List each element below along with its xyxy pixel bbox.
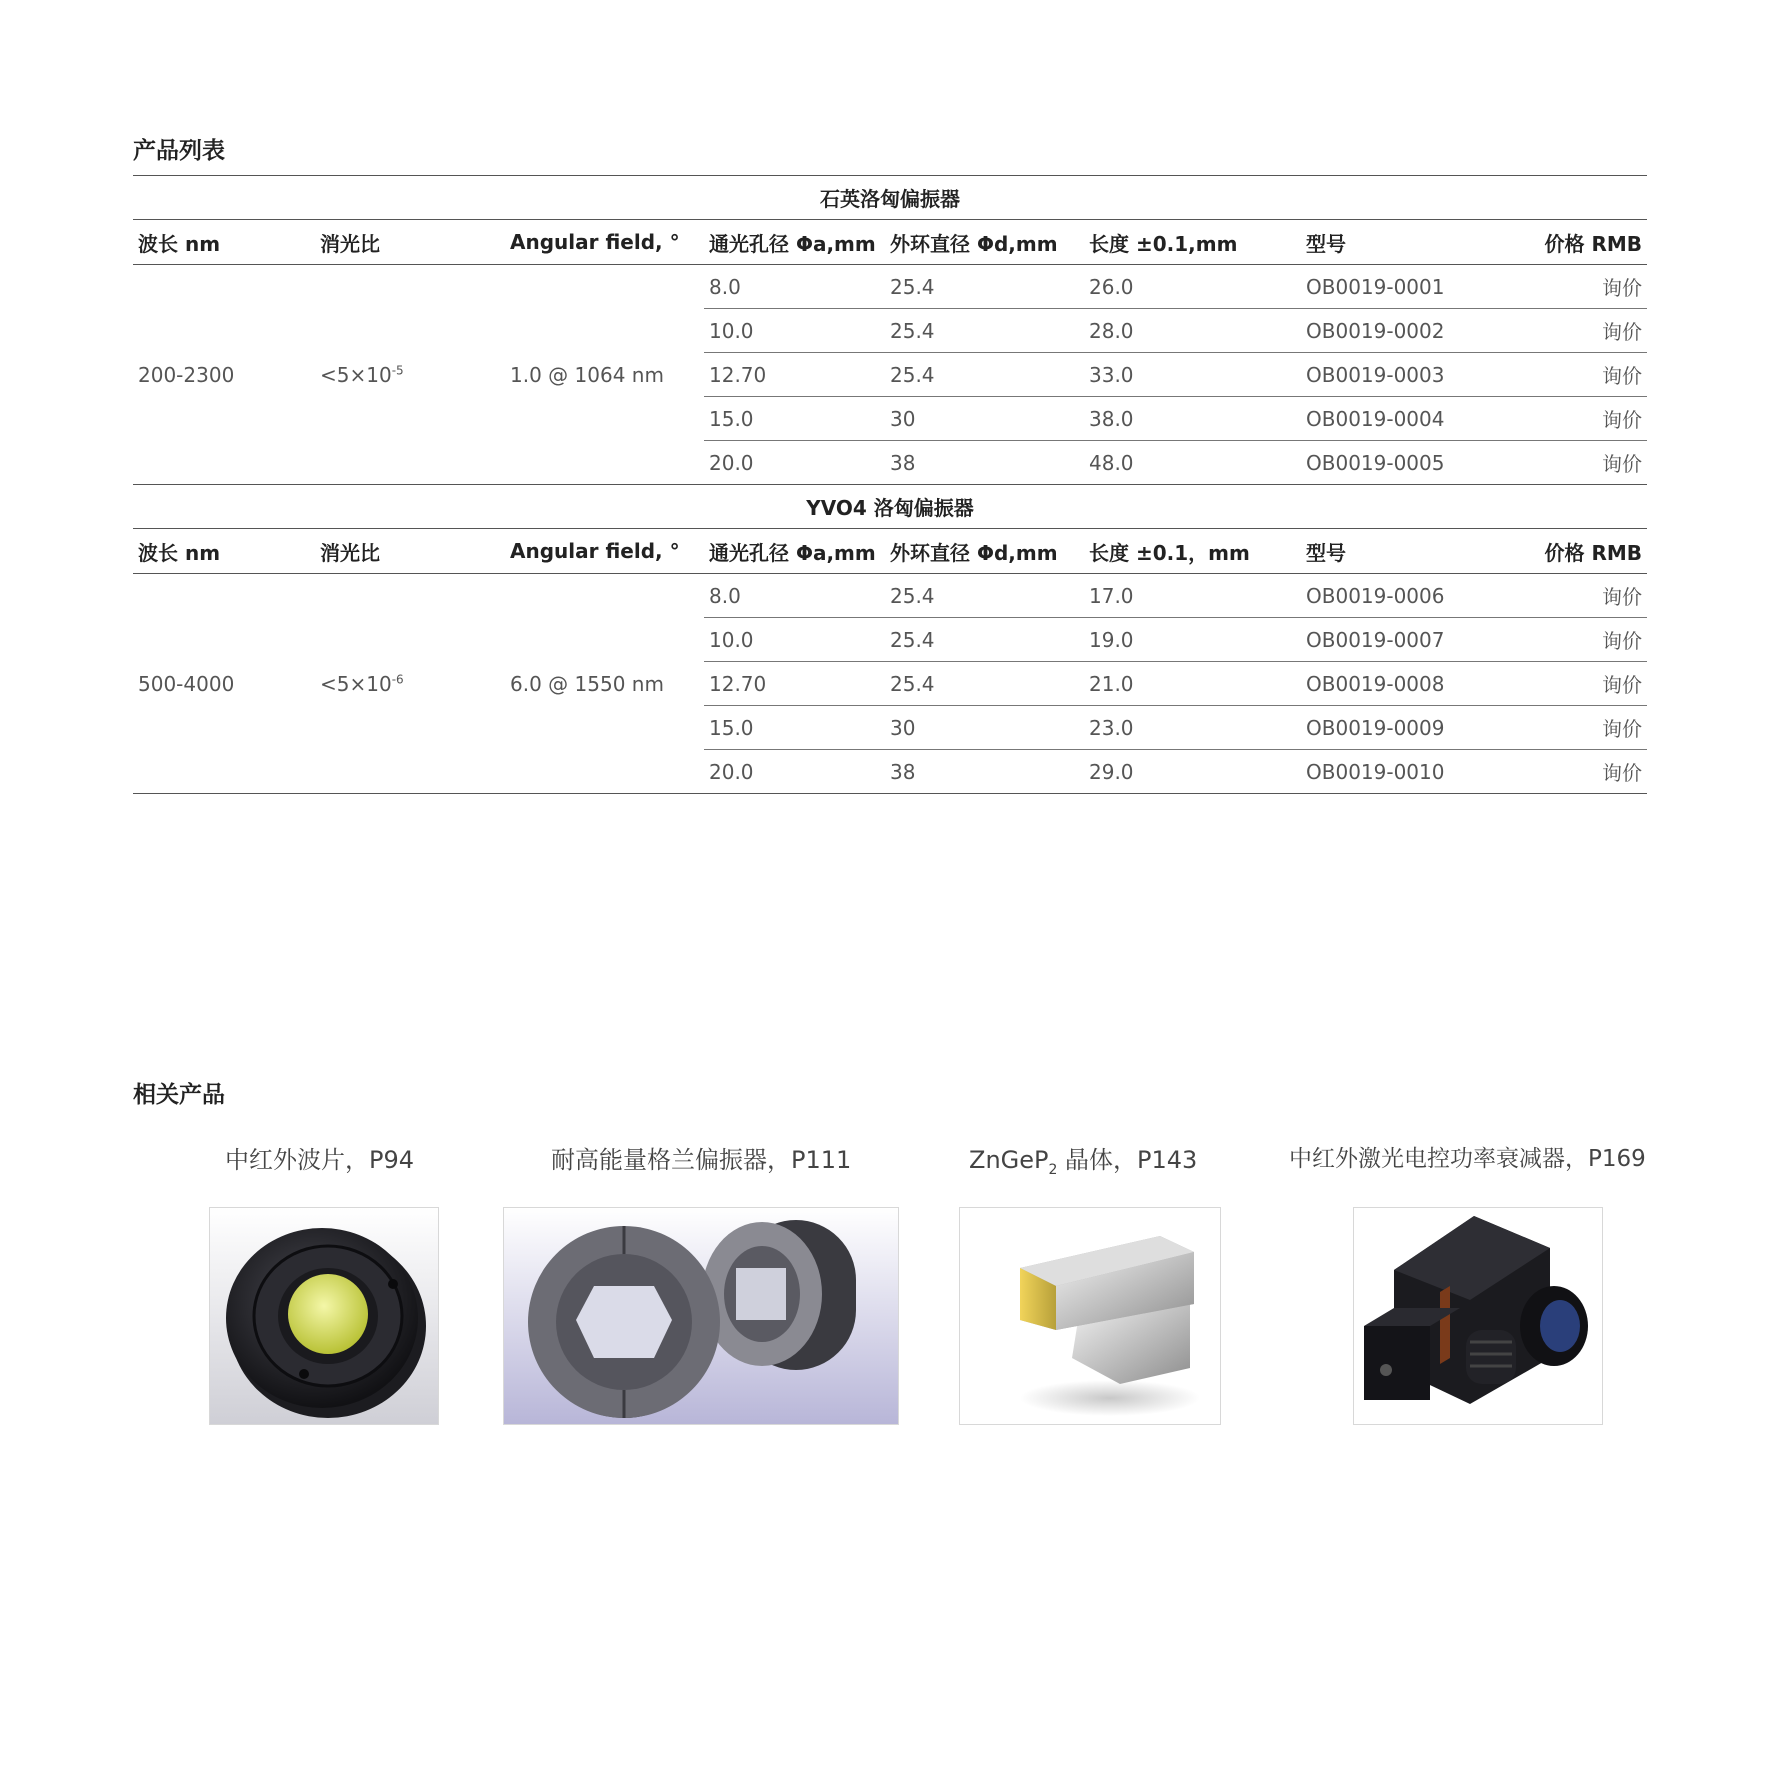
angular-field-cell: 6.0 @ 1550 nm	[505, 574, 704, 794]
length-cell: 33.0	[1084, 353, 1301, 397]
outer-diameter-cell: 30	[885, 706, 1084, 750]
length-cell: 21.0	[1084, 662, 1301, 706]
aperture-cell: 12.70	[704, 662, 885, 706]
related-label[interactable]: 耐高能量格兰偏振器，P111	[551, 1146, 852, 1174]
attenuator-image[interactable]	[1353, 1207, 1603, 1425]
price-cell[interactable]: 询价	[1495, 618, 1647, 662]
related-products	[133, 1130, 1647, 1460]
outer-diameter-cell: 25.4	[885, 353, 1084, 397]
table-caption-row	[133, 485, 1647, 529]
length-cell: 23.0	[1084, 706, 1301, 750]
wavelength-cell: 500-4000	[133, 574, 315, 794]
related-label[interactable]: ZnGeP$_2$ 晶体，P143	[969, 1146, 1198, 1178]
price-cell[interactable]: 询价	[1495, 662, 1647, 706]
related-label[interactable]: 中红外激光电控功率衰减器，P169	[1289, 1146, 1646, 1172]
column-header: 通光孔径 Φa,mm	[704, 220, 885, 265]
wavelength-cell: 200-2300	[133, 265, 315, 485]
waveplate-image[interactable]	[209, 1207, 439, 1425]
table-row	[133, 265, 1647, 309]
aperture-cell: 10.0	[704, 618, 885, 662]
product-list-title: 产品列表	[133, 138, 225, 164]
aperture-cell: 20.0	[704, 441, 885, 485]
length-cell: 28.0	[1084, 309, 1301, 353]
model-cell: OB0019-0009	[1301, 706, 1495, 750]
table-header-row	[133, 220, 1647, 265]
length-cell: 19.0	[1084, 618, 1301, 662]
length-cell: 29.0	[1084, 750, 1301, 794]
price-cell[interactable]: 询价	[1495, 706, 1647, 750]
glan-polarizer-image[interactable]	[503, 1207, 899, 1425]
related-products-title: 相关产品	[133, 1082, 225, 1108]
model-cell: OB0019-0001	[1301, 265, 1495, 309]
table-caption-row	[133, 176, 1647, 220]
column-header: Angular field, °	[505, 220, 704, 265]
outer-diameter-cell: 25.4	[885, 265, 1084, 309]
table-caption: YVO4 洛匈偏振器	[133, 485, 1647, 529]
model-cell: OB0019-0003	[1301, 353, 1495, 397]
column-header: 波长 nm	[133, 220, 315, 265]
length-cell: 17.0	[1084, 574, 1301, 618]
column-header: 外环直径 Φd,mm	[885, 220, 1084, 265]
outer-diameter-cell: 25.4	[885, 574, 1084, 618]
model-cell: OB0019-0007	[1301, 618, 1495, 662]
aperture-cell: 8.0	[704, 265, 885, 309]
column-header: 长度 ±0.1，mm	[1084, 529, 1301, 574]
column-header: 通光孔径 Φa,mm	[704, 529, 885, 574]
length-cell: 38.0	[1084, 397, 1301, 441]
aperture-cell: 8.0	[704, 574, 885, 618]
price-cell[interactable]: 询价	[1495, 397, 1647, 441]
table-row	[133, 574, 1647, 618]
extinction-cell: $<5\times 10^{-5}$	[315, 265, 505, 485]
model-cell: OB0019-0008	[1301, 662, 1495, 706]
outer-diameter-cell: 38	[885, 441, 1084, 485]
length-cell: 48.0	[1084, 441, 1301, 485]
zngep2-crystal-image[interactable]	[959, 1207, 1221, 1425]
model-cell: OB0019-0004	[1301, 397, 1495, 441]
column-header: 价格 RMB	[1495, 529, 1647, 574]
price-cell[interactable]: 询价	[1495, 265, 1647, 309]
model-cell: OB0019-0006	[1301, 574, 1495, 618]
related-label[interactable]: 中红外波片，P94	[225, 1146, 415, 1174]
aperture-cell: 10.0	[704, 309, 885, 353]
price-cell[interactable]: 询价	[1495, 309, 1647, 353]
table-caption: 石英洛匈偏振器	[133, 176, 1647, 220]
column-header: 消光比	[315, 220, 505, 265]
angular-field-cell: 1.0 @ 1064 nm	[505, 265, 704, 485]
product-table	[133, 175, 1647, 794]
aperture-cell: 15.0	[704, 706, 885, 750]
spec-table	[133, 175, 1647, 794]
outer-diameter-cell: 30	[885, 397, 1084, 441]
length-cell: 26.0	[1084, 265, 1301, 309]
aperture-cell: 12.70	[704, 353, 885, 397]
column-header: 长度 ±0.1,mm	[1084, 220, 1301, 265]
model-cell: OB0019-0002	[1301, 309, 1495, 353]
aperture-cell: 20.0	[704, 750, 885, 794]
column-header: 型号	[1301, 529, 1495, 574]
extinction-cell: $<5\times 10^{-6}$	[315, 574, 505, 794]
outer-diameter-cell: 38	[885, 750, 1084, 794]
model-cell: OB0019-0005	[1301, 441, 1495, 485]
aperture-cell: 15.0	[704, 397, 885, 441]
column-header: 外环直径 Φd,mm	[885, 529, 1084, 574]
price-cell[interactable]: 询价	[1495, 750, 1647, 794]
outer-diameter-cell: 25.4	[885, 662, 1084, 706]
price-cell[interactable]: 询价	[1495, 353, 1647, 397]
price-cell[interactable]: 询价	[1495, 441, 1647, 485]
column-header: Angular field, °	[505, 529, 704, 574]
outer-diameter-cell: 25.4	[885, 618, 1084, 662]
model-cell: OB0019-0010	[1301, 750, 1495, 794]
column-header: 消光比	[315, 529, 505, 574]
table-header-row	[133, 529, 1647, 574]
column-header: 型号	[1301, 220, 1495, 265]
column-header: 价格 RMB	[1495, 220, 1647, 265]
price-cell[interactable]: 询价	[1495, 574, 1647, 618]
outer-diameter-cell: 25.4	[885, 309, 1084, 353]
column-header: 波长 nm	[133, 529, 315, 574]
